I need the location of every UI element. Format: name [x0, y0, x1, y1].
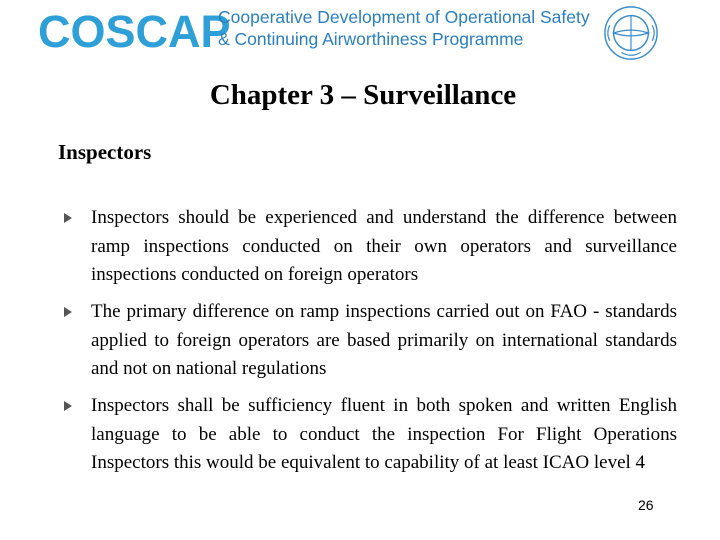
bullet-item: [91, 298, 677, 384]
bullet-item: [91, 392, 677, 478]
arrow-bullet-icon: [63, 212, 73, 224]
bullet-item: [91, 204, 677, 290]
coscap-logo: COSCAP: [38, 6, 231, 57]
arrow-bullet-icon: [63, 400, 73, 412]
header-banner: [0, 0, 720, 62]
bullet-text: Inspectors should be experienced and understand the difference between ramp inspections conducted on their own operators and surveillance inspections conducted on foreign operators: [91, 207, 677, 285]
program-name-line1: Cooperative Development of Operational Safety: [218, 7, 590, 27]
program-name-line2: & Continuing Airworthiness Programme: [218, 29, 524, 49]
icao-emblem-icon: [602, 4, 660, 62]
page-number: 26: [638, 497, 654, 513]
bullet-text: Inspectors shall be sufficiency fluent in both spoken and written English language to be able to conduct the inspection For Flight Operations Inspectors this would be equivalent to capability of at least ICAO level 4: [91, 395, 677, 473]
section-heading: Inspectors: [58, 140, 152, 164]
bullet-text: The primary difference on ramp inspections carried out on FAO - standards applied to foreign operators are based primarily on international standards and not on national regulations: [91, 301, 677, 379]
slide-title: Chapter 3 – Surveillance: [209, 79, 517, 111]
arrow-bullet-icon: [63, 306, 73, 318]
